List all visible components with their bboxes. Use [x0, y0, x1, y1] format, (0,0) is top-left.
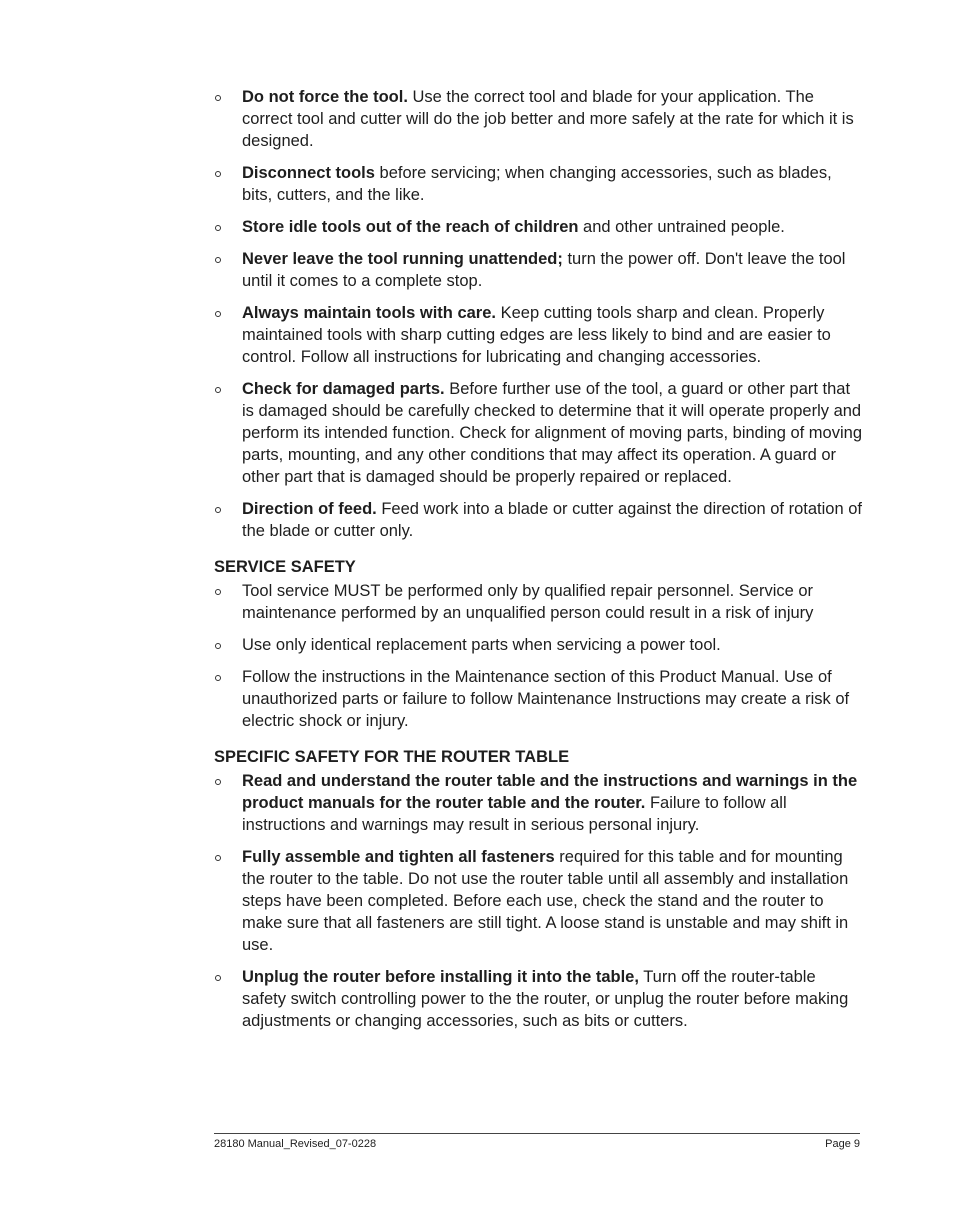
- list-item: [214, 378, 864, 488]
- page-content: [214, 86, 864, 1042]
- item-text: Use only identical replacement parts when servicing a power tool.: [242, 636, 721, 654]
- router-safety-list: [214, 770, 864, 1032]
- item-text: turn the power off. Don't leave the tool until it comes to a complete stop.: [242, 250, 846, 290]
- list-item: [214, 162, 864, 206]
- item-lead: Unplug the router before installing it into the table,: [242, 968, 639, 986]
- item-text: Keep cutting tools sharp and clean. Properly maintained tools with sharp cutting edges are less likely to bind and are easier to control. Follow all instructions for lubricating and changing accessories.: [242, 304, 831, 366]
- list-item: [214, 498, 864, 542]
- item-lead: Never leave the tool running unattended;: [242, 250, 563, 268]
- footer-page-number: Page 9: [825, 1138, 860, 1150]
- item-lead: Check for damaged parts.: [242, 380, 445, 398]
- item-text: required for this table and for mounting the router to the table. Do not use the router table until all assembly and installation steps have been completed. Before each use, check the stand and the router to make sure that all fasteners are still tight. A loose stand is unstable and may shift in use.: [242, 848, 849, 954]
- item-text: Feed work into a blade or cutter against the direction of rotation of the blade or cutter only.: [242, 500, 862, 540]
- item-text: Turn off the router-table safety switch controlling power to the the router, or unplug the router before making adjustments or changing accessories, such as bits or cutters.: [242, 968, 849, 1030]
- item-text: Before further use of the tool, a guard or other part that is damaged should be carefully checked to determine that it will operate properly and perform its intended function. Check for alignment of moving parts, binding of moving parts, mounting, and any other conditions that may affect its operation. A guard or other part that is damaged should be properly repaired or replaced.: [242, 380, 862, 486]
- service-safety-list: [214, 580, 864, 732]
- list-item: [214, 302, 864, 368]
- item-lead: Always maintain tools with care.: [242, 304, 496, 322]
- list-item: [214, 86, 864, 152]
- list-item: [214, 634, 864, 656]
- item-lead: Store idle tools out of the reach of children: [242, 218, 579, 236]
- footer-doc-id: 28180 Manual_Revised_07-0228: [214, 1138, 377, 1150]
- item-text: and other untrained people.: [578, 218, 785, 236]
- item-text: Follow the instructions in the Maintenance section of this Product Manual. Use of unauthorized parts or failure to follow Maintenance Instructions may create a risk of electric shock or injury.: [242, 668, 850, 730]
- item-text: before servicing; when changing accessories, such as blades, bits, cutters, and the like.: [242, 164, 832, 204]
- list-item: [214, 666, 864, 732]
- item-text: Use the correct tool and blade for your application. The correct tool and cutter will do the job better and more safely at the rate for which it is designed.: [242, 88, 854, 150]
- item-lead: Do not force the tool.: [242, 88, 408, 106]
- item-lead: Read and understand the router table and the instructions and warnings in the product manuals for the router table and the router.: [242, 772, 858, 812]
- list-item: [214, 248, 864, 292]
- list-item: [214, 770, 864, 836]
- item-text: Failure to follow all instructions and warnings may result in serious personal injury.: [242, 794, 787, 834]
- item-lead: Disconnect tools: [242, 164, 375, 182]
- list-item: [214, 966, 864, 1032]
- general-safety-list: [214, 86, 864, 542]
- item-text: Tool service MUST be performed only by qualified repair personnel. Service or maintenance performed by an unqualified person could result in a risk of injury: [242, 582, 814, 622]
- router-safety-heading: SPECIFIC SAFETY FOR THE ROUTER TABLE: [214, 748, 570, 766]
- item-lead: Direction of feed.: [242, 500, 377, 518]
- list-item: [214, 580, 864, 624]
- list-item: [214, 846, 864, 956]
- list-item: [214, 216, 864, 238]
- item-lead: Fully assemble and tighten all fasteners: [242, 848, 555, 866]
- service-safety-heading: SERVICE SAFETY: [214, 558, 356, 576]
- page-footer: [214, 1133, 860, 1151]
